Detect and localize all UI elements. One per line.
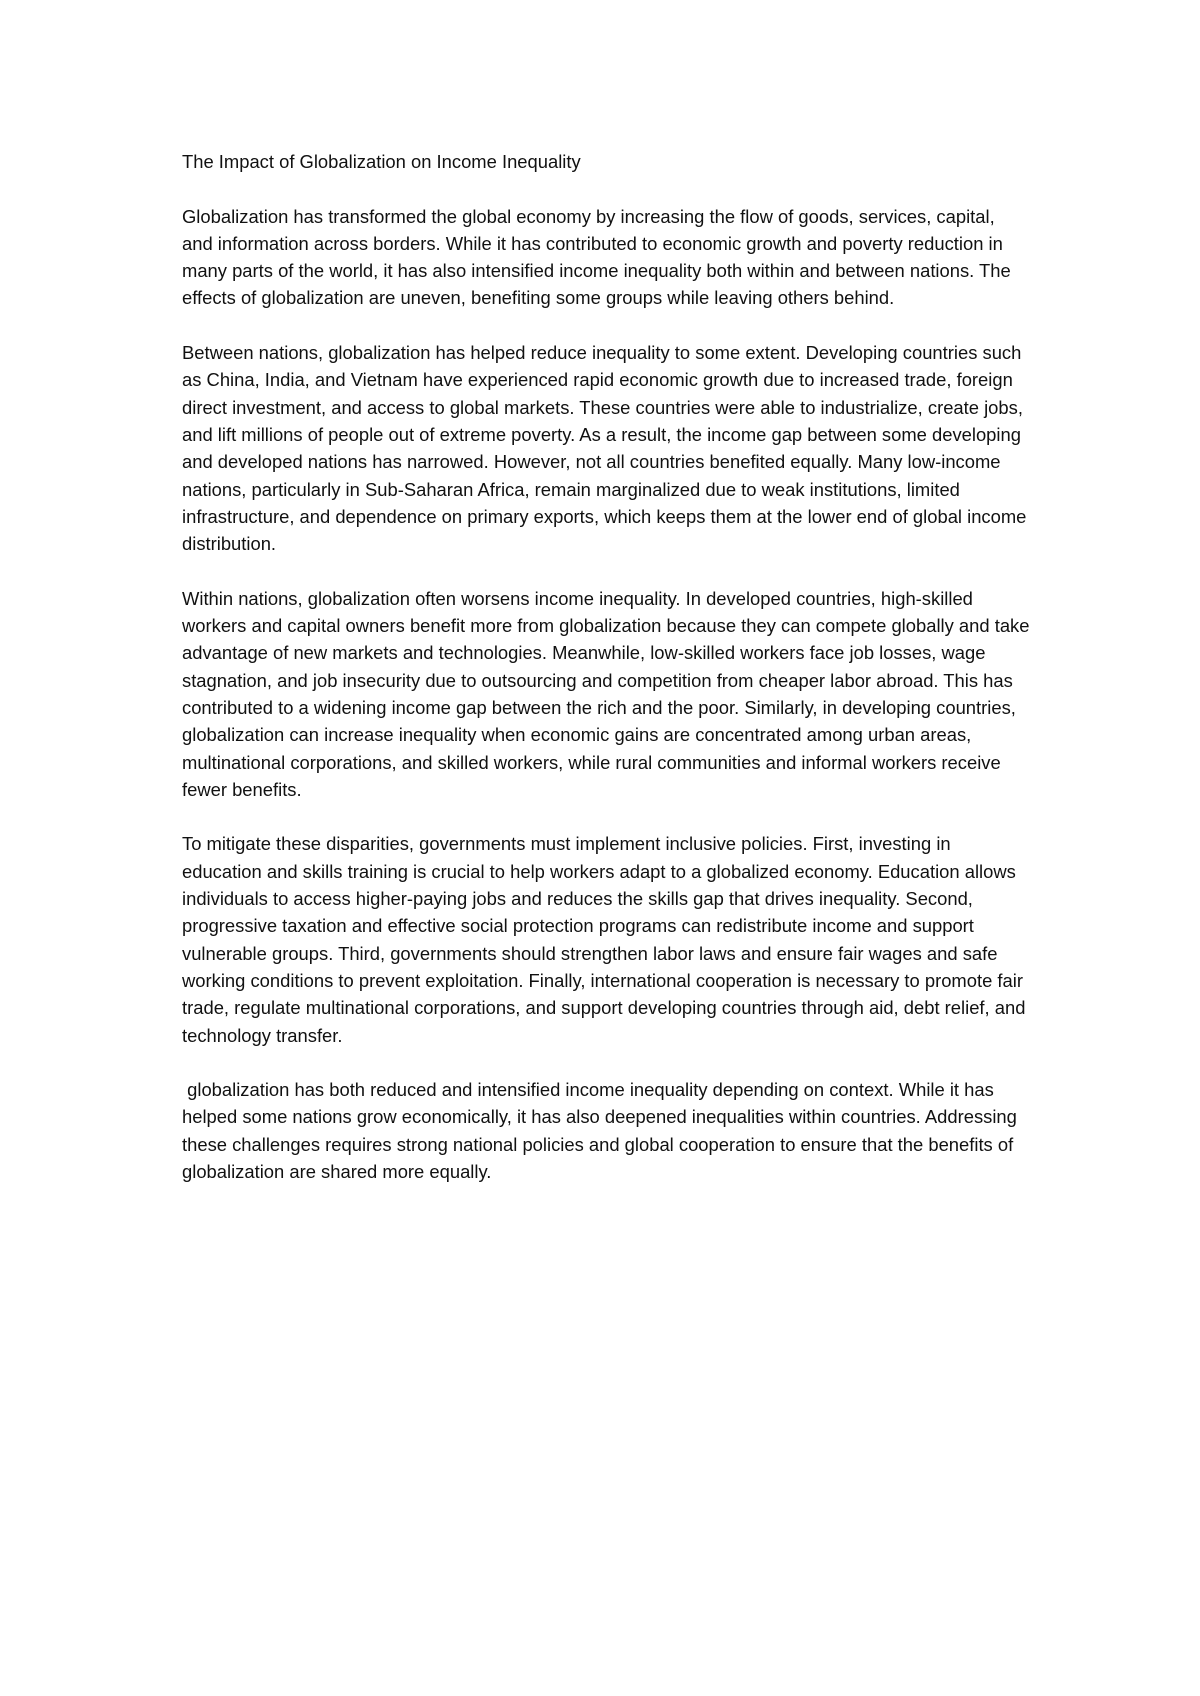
paragraph-between-nations: Between nations, globalization has helped reduce inequality to some extent. Developing countries such as China, India, and Vietnam have experienced rapid economic growth due to increased trade, foreign direct investment, and access to global markets. These countries were able to industrialize, create jobs, and lift millions of people out of extreme poverty. As a result, the income gap between some developing and developed nations has narrowed. However, not all countries benefited equally. Many low-income nations, particularly in Sub-Saharan Africa, remain marginalized due to weak institutions, limited infrastructure, and dependence on primary exports, which keeps them at the lower end of global income distribution. bbox=[182, 342, 1032, 555]
paragraph-within-nations: Within nations, globalization often worsens income inequality. In developed countries, high-skilled workers and capital owners benefit more from globalization because they can compete globally and take advantage of new markets and technologies. Meanwhile, low-skilled workers face job losses, wage stagnation, and job insecurity due to outsourcing and competition from cheaper labor abroad. This has contributed to a widening income gap between the rich and the poor. Similarly, in developing countries, globalization can increase inequality when economic gains are concentrated among urban areas, multinational corporations, and skilled workers, while rural communities and informal workers receive fewer benefits. bbox=[182, 587, 1035, 800]
paragraph-introduction: Globalization has transformed the global economy by increasing the flow of goods, services, capital, and information across borders. While it has contributed to economic growth and poverty reduction in many parts of the world, it has also intensified income inequality both within and between nations. The effects of globalization are uneven, benefiting some groups while leaving others behind. bbox=[182, 205, 1016, 309]
paragraph-conclusion: globalization has both reduced and intensified income inequality depending on context. While it has helped some nations grow economically, it has also deepened inequalities within countries. Addressing these challenges requires strong national policies and global cooperation to ensure that the benefits of globalization are shared more equally. bbox=[182, 1079, 1023, 1182]
document-body bbox=[182, 148, 1035, 1213]
document-title: The Impact of Globalization on Income Inequality bbox=[182, 151, 581, 172]
paragraph-policies: To mitigate these disparities, governments must implement inclusive policies. First, investing in education and skills training is crucial to help workers adapt to a globalized economy. Education allows individuals to access higher-paying jobs and reduces the skills gap that drives inequality. Second, progressive taxation and effective social protection programs can redistribute income and support vulnerable groups. Third, governments should strengthen labor laws and ensure fair wages and safe working conditions to prevent exploitation. Finally, international cooperation is necessary to promote fair trade, regulate multinational corporations, and support developing countries through aid, debt relief, and technology transfer. bbox=[182, 833, 1031, 1046]
